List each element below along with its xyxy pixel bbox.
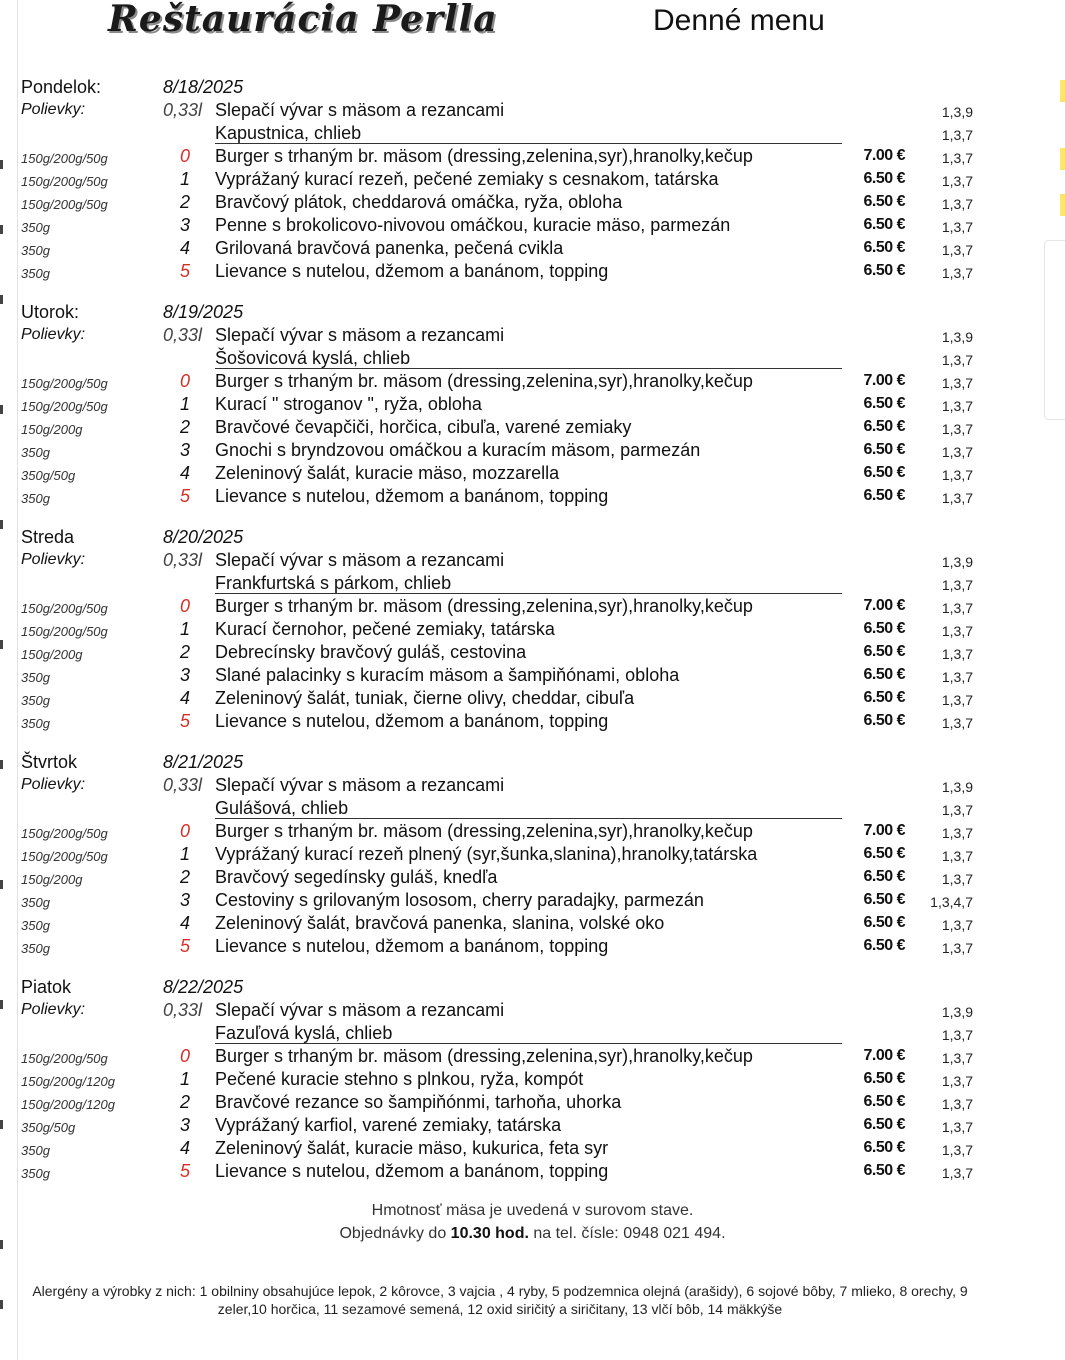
meal-price: 6.50 €: [863, 689, 905, 706]
soup-name: Slepačí vývar s mäsom a rezancami: [215, 550, 505, 570]
meal-weight: 150g/200g/50g: [21, 826, 108, 841]
day-date: 8/20/2025: [163, 527, 244, 547]
meal-weight: 350g: [21, 266, 50, 281]
allergen-codes: 1,3,7: [941, 940, 973, 956]
meal-price: 6.50 €: [863, 914, 905, 931]
allergen-codes: 1,3,7: [941, 265, 973, 281]
allergen-codes: 1,3,7: [941, 398, 973, 414]
meal-row: [0, 935, 1065, 958]
meal-name: Lievance s nutelou, džemom a banánom, topping: [215, 936, 609, 956]
meal-row: [0, 237, 1065, 260]
meal-number: 1: [179, 169, 190, 189]
meal-number: 3: [179, 440, 190, 460]
allergen-codes: 1,3,7: [941, 871, 973, 887]
meal-weight: 150g/200g/50g: [21, 601, 108, 616]
allergen-legend: Alergény a výrobky z nich: 1 obilniny obsahujúce lepok, 2 kôrovce, 3 vajcia , 4 ryby, 5 podzemnica olejná (arašidy), 6 sojové bôby, 7 mlieko, 8 orechy, 9 zeler,10 horčica, 11 sezamové semená, 12 oxid siričitý a siričitany, 13 vlčí bôb, 14 mäkkýše: [32, 1283, 968, 1317]
meal-price: 6.50 €: [863, 239, 905, 256]
meal-price: 6.50 €: [863, 395, 905, 412]
meal-price: 6.50 €: [863, 193, 905, 210]
meal-number: 4: [179, 913, 190, 933]
meal-number: 0: [179, 596, 190, 616]
meal-price: 6.50 €: [863, 216, 905, 233]
meal-number: 0: [179, 146, 190, 166]
meal-name: Lievance s nutelou, džemom a banánom, topping: [215, 261, 609, 281]
allergen-codes: 1,3,7: [941, 352, 973, 368]
soup-row: [0, 774, 1065, 797]
allergen-codes: 1,3,7: [941, 1027, 973, 1043]
day-section: [0, 76, 1065, 301]
meal-weight: 150g/200g/50g: [21, 151, 108, 166]
restaurant-logo: Reštaurácia Perlla: [108, 0, 498, 40]
meal-price: 7.00 €: [863, 1047, 905, 1064]
meal-weight: 150g/200g/50g: [21, 376, 108, 391]
allergen-codes: 1,3,7: [941, 173, 973, 189]
meal-number: 5: [179, 1161, 190, 1181]
meal-weight: 350g: [21, 445, 50, 460]
meal-price: 6.50 €: [863, 418, 905, 435]
meal-number: 3: [179, 665, 190, 685]
meal-name: Zeleninový šalát, kuracie mäso, mozzarella: [215, 463, 560, 483]
soup-row: [0, 549, 1065, 572]
allergen-codes: 1,3,7: [941, 692, 973, 708]
allergen-codes: 1,3,7: [941, 917, 973, 933]
soup-row: [0, 324, 1065, 347]
allergen-codes: 1,3,7: [941, 1142, 973, 1158]
meal-price: 6.50 €: [863, 845, 905, 862]
meal-name: Gnochi s bryndzovou omáčkou a kuracím mäsom, parmezán: [215, 440, 701, 460]
meal-row: [0, 145, 1065, 168]
meal-row: [0, 710, 1065, 733]
meal-price: 6.50 €: [863, 1070, 905, 1087]
meal-weight: 150g/200g/120g: [21, 1074, 115, 1089]
allergen-codes: 1,3,7: [941, 127, 973, 143]
day-name: Utorok:: [21, 302, 80, 322]
allergen-codes: 1,3,9: [941, 779, 973, 795]
meal-number: 1: [179, 394, 190, 414]
meal-name: Vyprážaný karfiol, varené zemiaky, tatárska: [215, 1115, 562, 1135]
day-name: Štvrtok: [21, 752, 78, 772]
meal-row: [0, 214, 1065, 237]
soup-divider: [215, 143, 842, 144]
allergen-codes: 1,3,7: [941, 444, 973, 460]
meal-weight: 150g/200g/120g: [21, 1097, 115, 1112]
day-name: Pondelok:: [21, 77, 102, 97]
day-date: 8/18/2025: [163, 77, 244, 97]
meal-name: Vyprážaný kurací rezeň, pečené zemiaky s cesnakom, tatárska: [215, 169, 719, 189]
soup-name: Šošovicová kyslá, chlieb: [215, 348, 411, 368]
allergen-codes: 1,3,7: [941, 802, 973, 818]
meal-weight: 350g/50g: [21, 468, 76, 483]
meal-name: Burger s trhaným br. mäsom (dressing,zelenina,syr),hranolky,kečup: [215, 821, 753, 841]
meal-row: [0, 485, 1065, 508]
day-section: [0, 526, 1065, 751]
meal-row: [0, 393, 1065, 416]
meal-name: Burger s trhaným br. mäsom (dressing,zelenina,syr),hranolky,kečup: [215, 596, 753, 616]
day-date: 8/19/2025: [163, 302, 244, 322]
soup-label: Polievky:: [21, 326, 86, 343]
meal-row: [0, 1091, 1065, 1114]
allergen-codes: 1,3,7: [941, 467, 973, 483]
meal-row: [0, 168, 1065, 191]
meal-price: 6.50 €: [863, 1093, 905, 1110]
soup-divider: [215, 368, 842, 369]
allergen-codes: 1,3,7: [941, 1165, 973, 1181]
meal-name: Zeleninový šalát, kuracie mäso, kukurica, feta syr: [215, 1138, 609, 1158]
soup-volume: 0,33l: [163, 100, 203, 120]
meal-price: 6.50 €: [863, 1139, 905, 1156]
meal-price: 7.00 €: [863, 147, 905, 164]
meal-number: 4: [179, 238, 190, 258]
soup-row: [0, 347, 1065, 370]
allergen-codes: 1,3,7: [941, 1096, 973, 1112]
day-section: [0, 976, 1065, 1201]
meal-price: 6.50 €: [863, 712, 905, 729]
day-section: [0, 751, 1065, 976]
meal-number: 0: [179, 821, 190, 841]
allergen-codes: 1,3,7: [941, 196, 973, 212]
allergen-codes: 1,3,7: [941, 1050, 973, 1066]
meal-number: 4: [179, 463, 190, 483]
meal-name: Bravčový segedínsky guláš, knedľa: [215, 867, 498, 887]
meal-number: 2: [179, 642, 190, 662]
meal-price: 7.00 €: [863, 822, 905, 839]
allergen-codes: 1,3,7: [941, 577, 973, 593]
meal-name: Burger s trhaným br. mäsom (dressing,zelenina,syr),hranolky,kečup: [215, 146, 753, 166]
meal-number: 2: [179, 1092, 190, 1112]
meal-number: 1: [179, 844, 190, 864]
meal-row: [0, 866, 1065, 889]
meal-number: 1: [179, 619, 190, 639]
day-date: 8/21/2025: [163, 752, 244, 772]
meal-number: 3: [179, 890, 190, 910]
allergen-codes: 1,3,7: [941, 715, 973, 731]
soup-label: Polievky:: [21, 1001, 86, 1018]
meal-name: Lievance s nutelou, džemom a banánom, topping: [215, 711, 609, 731]
soup-volume: 0,33l: [163, 325, 203, 345]
meal-number: 5: [179, 486, 190, 506]
meal-name: Burger s trhaným br. mäsom (dressing,zelenina,syr),hranolky,kečup: [215, 371, 753, 391]
meal-row: [0, 664, 1065, 687]
meal-price: 6.50 €: [863, 464, 905, 481]
meal-row: [0, 1068, 1065, 1091]
order-note-suffix: na tel. čísle: 0948 021 494.: [528, 1225, 726, 1242]
meal-weight: 350g: [21, 918, 50, 933]
meal-price: 6.50 €: [863, 262, 905, 279]
meal-name: Bravčový plátok, cheddarová omáčka, ryža, obloha: [215, 192, 623, 212]
meal-name: Pečené kuracie stehno s plnkou, ryža, kompót: [215, 1069, 584, 1089]
soup-name: Kapustnica, chlieb: [215, 123, 362, 143]
meal-name: Grilovaná bravčová panenka, pečená cvikla: [215, 238, 564, 258]
soup-row: [0, 572, 1065, 595]
meal-row: [0, 687, 1065, 710]
allergen-codes: 1,3,7: [941, 600, 973, 616]
allergen-codes: 1,3,7: [941, 150, 973, 166]
soup-label: Polievky:: [21, 776, 86, 793]
meal-number: 4: [179, 1138, 190, 1158]
meal-number: 5: [179, 261, 190, 281]
meal-name: Lievance s nutelou, džemom a banánom, topping: [215, 486, 609, 506]
soup-divider: [215, 593, 842, 594]
meal-weight: 150g/200g/50g: [21, 174, 108, 189]
allergen-codes: 1,3,9: [941, 554, 973, 570]
meal-weight: 350g: [21, 220, 50, 235]
meal-weight: 150g/200g: [21, 872, 83, 887]
soup-volume: 0,33l: [163, 1000, 203, 1020]
meal-number: 3: [179, 215, 190, 235]
soup-name: Slepačí vývar s mäsom a rezancami: [215, 1000, 505, 1020]
meal-row: [0, 416, 1065, 439]
day-date: 8/22/2025: [163, 977, 244, 997]
meal-row: [0, 889, 1065, 912]
meal-weight: 350g: [21, 243, 50, 258]
meal-number: 0: [179, 371, 190, 391]
meal-weight: 150g/200g/50g: [21, 849, 108, 864]
meal-name: Bravčové rezance so šampiňónmi, tarhoňa, uhorka: [215, 1092, 622, 1112]
meal-price: 6.50 €: [863, 868, 905, 885]
meal-name: Kurací " stroganov ", ryža, obloha: [215, 394, 482, 414]
meal-price: 6.50 €: [863, 666, 905, 683]
meal-row: [0, 370, 1065, 393]
meal-weight: 350g: [21, 895, 50, 910]
meal-price: 7.00 €: [863, 372, 905, 389]
soup-name: Fazuľová kyslá, chlieb: [215, 1023, 393, 1043]
allergen-codes: 1,3,7: [941, 669, 973, 685]
meal-name: Bravčové čevapčiči, horčica, cibuľa, varené zemiaky: [215, 417, 632, 437]
day-name: Streda: [21, 527, 75, 547]
meal-row: [0, 1114, 1065, 1137]
allergen-codes: 1,3,7: [941, 646, 973, 662]
meal-number: 2: [179, 192, 190, 212]
meal-weight: 150g/200g: [21, 422, 83, 437]
soup-divider: [215, 818, 842, 819]
order-time: 10.30 hod.: [450, 1225, 529, 1242]
soup-name: Gulášová, chlieb: [215, 798, 349, 818]
meal-name: Kurací černohor, pečené zemiaky, tatárska: [215, 619, 555, 639]
meal-name: Zeleninový šalát, tuniak, čierne olivy, cheddar, cibuľa: [215, 688, 635, 708]
soup-name: Frankfurtská s párkom, chlieb: [215, 573, 452, 593]
allergen-codes: 1,3,9: [941, 1004, 973, 1020]
meal-price: 6.50 €: [863, 487, 905, 504]
allergen-codes: 1,3,7: [941, 242, 973, 258]
allergen-codes: 1,3,4,7: [930, 894, 973, 910]
meal-number: 4: [179, 688, 190, 708]
meal-number: 3: [179, 1115, 190, 1135]
meal-number: 0: [179, 1046, 190, 1066]
meal-number: 2: [179, 417, 190, 437]
meal-name: Vyprážaný kurací rezeň plnený (syr,šunka,slanina),hranolky,tatárska: [215, 844, 758, 864]
meal-row: [0, 260, 1065, 283]
meal-name: Zeleninový šalát, bravčová panenka, slanina, volské oko: [215, 913, 665, 933]
soup-label: Polievky:: [21, 551, 86, 568]
meal-price: 6.50 €: [863, 170, 905, 187]
meal-row: [0, 191, 1065, 214]
meal-row: [0, 1137, 1065, 1160]
meal-weight: 150g/200g/50g: [21, 197, 108, 212]
meal-weight: 150g/200g: [21, 647, 83, 662]
meal-price: 6.50 €: [863, 620, 905, 637]
meal-name: Debrecínsky bravčový guláš, cestovina: [215, 642, 527, 662]
meal-weight: 350g: [21, 1143, 50, 1158]
meal-price: 7.00 €: [863, 597, 905, 614]
soup-divider: [215, 1043, 842, 1044]
meal-number: 2: [179, 867, 190, 887]
allergen-codes: 1,3,7: [941, 219, 973, 235]
order-note-prefix: Objednávky do: [339, 1225, 451, 1242]
meal-price: 6.50 €: [863, 937, 905, 954]
order-note: [0, 1225, 1065, 1243]
allergen-codes: 1,3,7: [941, 421, 973, 437]
soup-row: [0, 1022, 1065, 1045]
meal-price: 6.50 €: [863, 441, 905, 458]
allergen-codes: 1,3,7: [941, 623, 973, 639]
day-name: Piatok: [21, 977, 72, 997]
allergen-codes: 1,3,7: [941, 848, 973, 864]
meal-row: [0, 1045, 1065, 1068]
soup-volume: 0,33l: [163, 550, 203, 570]
soup-row: [0, 99, 1065, 122]
meal-weight: 350g: [21, 941, 50, 956]
meal-row: [0, 1160, 1065, 1183]
meal-weight: 350g: [21, 1166, 50, 1181]
meal-row: [0, 462, 1065, 485]
meal-name: Lievance s nutelou, džemom a banánom, topping: [215, 1161, 609, 1181]
meal-weight: 350g: [21, 670, 50, 685]
meal-number: 5: [179, 711, 190, 731]
meal-name: Burger s trhaným br. mäsom (dressing,zelenina,syr),hranolky,kečup: [215, 1046, 753, 1066]
meal-number: 1: [179, 1069, 190, 1089]
allergen-codes: 1,3,7: [941, 825, 973, 841]
soup-label: Polievky:: [21, 101, 86, 118]
meal-row: [0, 439, 1065, 462]
allergen-codes: 1,3,9: [941, 329, 973, 345]
day-section: [0, 301, 1065, 526]
meal-price: 6.50 €: [863, 1116, 905, 1133]
allergen-codes: 1,3,9: [941, 104, 973, 120]
meal-number: 5: [179, 936, 190, 956]
meal-row: [0, 843, 1065, 866]
allergen-codes: 1,3,7: [941, 490, 973, 506]
edge-mark: [0, 1300, 3, 1309]
soup-name: Slepačí vývar s mäsom a rezancami: [215, 325, 505, 345]
meal-price: 6.50 €: [863, 891, 905, 908]
soup-row: [0, 797, 1065, 820]
meal-weight: 350g: [21, 716, 50, 731]
meal-weight: 150g/200g/50g: [21, 1051, 108, 1066]
meal-weight: 150g/200g/50g: [21, 624, 108, 639]
allergen-codes: 1,3,7: [941, 375, 973, 391]
meal-row: [0, 820, 1065, 843]
meal-row: [0, 618, 1065, 641]
weight-note: Hmotnosť mäsa je uvedená v surovom stave.: [371, 1202, 694, 1219]
meal-weight: 350g/50g: [21, 1120, 76, 1135]
meal-row: [0, 912, 1065, 935]
meal-weight: 350g: [21, 491, 50, 506]
meal-row: [0, 595, 1065, 618]
soup-name: Slepačí vývar s mäsom a rezancami: [215, 775, 505, 795]
soup-row: [0, 122, 1065, 145]
meal-row: [0, 641, 1065, 664]
soup-volume: 0,33l: [163, 775, 203, 795]
page-title: Denné menu: [653, 4, 825, 37]
meal-price: 6.50 €: [863, 643, 905, 660]
meal-name: Penne s brokolicovo-nivovou omáčkou, kuracie mäso, parmezán: [215, 215, 731, 235]
meal-weight: 350g: [21, 693, 50, 708]
meal-price: 6.50 €: [863, 1162, 905, 1179]
meal-name: Cestoviny s grilovaným lososom, cherry paradajky, parmezán: [215, 890, 704, 910]
meal-name: Slané palacinky s kuracím mäsom a šampiňónami, obloha: [215, 665, 680, 685]
allergen-codes: 1,3,7: [941, 1119, 973, 1135]
meal-weight: 150g/200g/50g: [21, 399, 108, 414]
soup-name: Slepačí vývar s mäsom a rezancami: [215, 100, 505, 120]
soup-row: [0, 999, 1065, 1022]
allergen-codes: 1,3,7: [941, 1073, 973, 1089]
